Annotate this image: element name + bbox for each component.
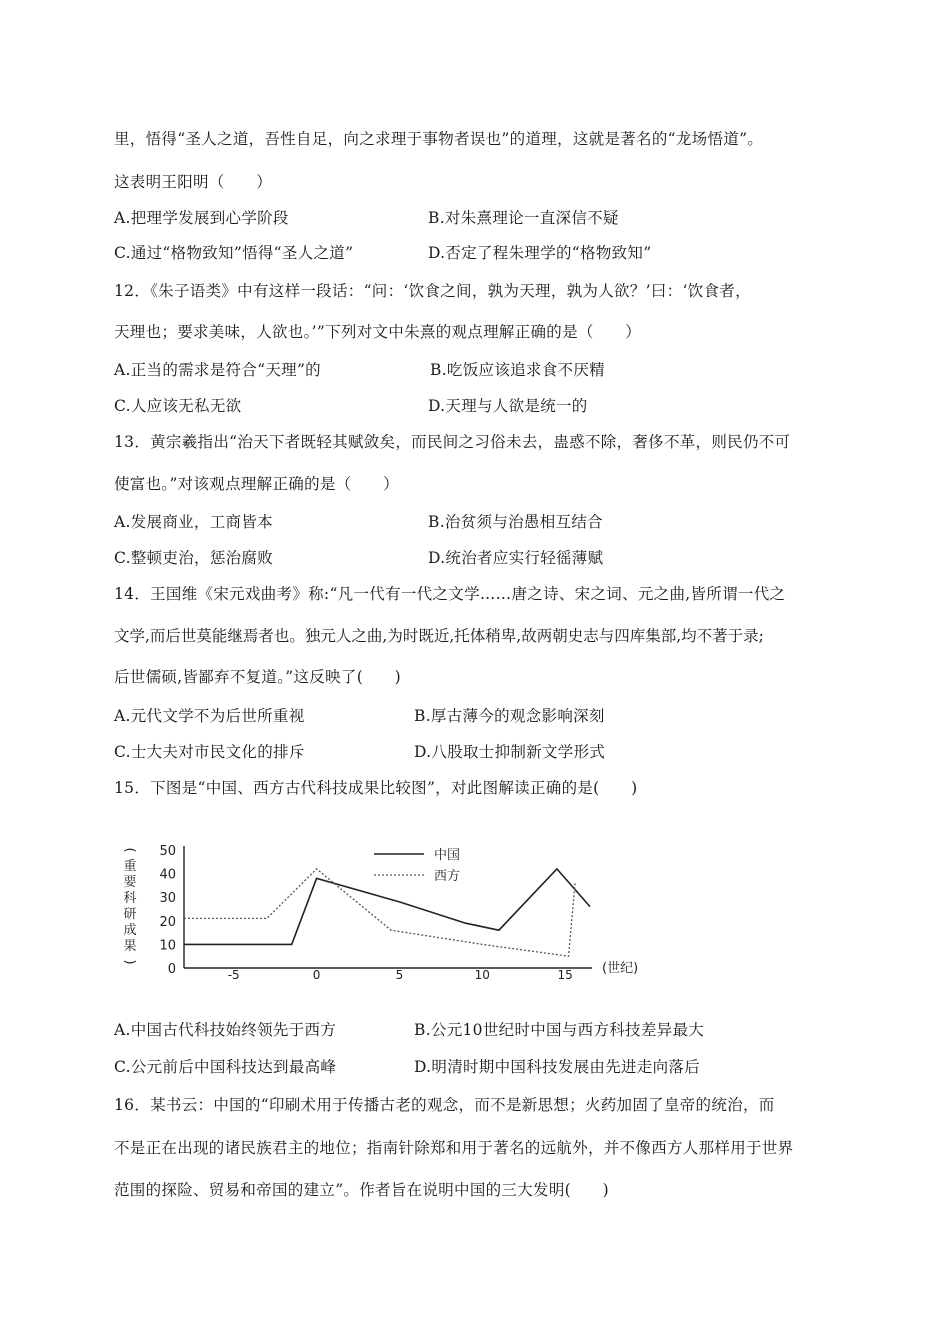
y-tick-label: 20 [159, 914, 176, 930]
legend-label-china: 中国 [434, 848, 461, 863]
q14-option-b[interactable]: B.厚古薄今的观念影响深刻 [414, 707, 605, 725]
y-tick-label: 30 [159, 891, 176, 907]
q15-option-d[interactable]: D.明清时期中国科技发展由先进走向落后 [414, 1058, 701, 1076]
q12-option-a[interactable]: A.正当的需求是符合“天理”的 [114, 361, 321, 379]
q12-stem-line2: 天理也；要求美味，人欲也。’”下列对文中朱熹的观点理解正确的是（ ） [114, 323, 642, 341]
q15-stem-line1: 15．下图是“中国、西方古代科技成果比较图”，对此图解读正确的是( ) [114, 779, 638, 797]
q14-stem-line1: 14．王国维《宋元戏曲考》称:“凡一代有一代之文学……唐之诗、宋之词、元之曲,皆所谓一代之 [114, 585, 786, 603]
q12-option-d[interactable]: D.天理与人欲是统一的 [428, 397, 588, 415]
q11-stem-line1: 里，悟得“圣人之道，吾性自足，向之求理于事物者误也”的道理，这就是著名的“龙场悟道”。 [114, 130, 764, 148]
y-axis-label-char: ( [122, 847, 137, 853]
q13-stem-line2: 使富也。”对该观点理解正确的是（ ） [114, 475, 399, 493]
q13-option-b[interactable]: B.治贫须与治愚相互结合 [428, 513, 603, 531]
q11-option-b[interactable]: B.对朱熹理论一直深信不疑 [428, 209, 619, 227]
y-axis-label-char: ) [122, 959, 137, 965]
y-tick-label: 10 [159, 938, 176, 954]
science-comparison-chart [112, 836, 672, 982]
q16-stem-line2: 不是正在出现的诸民族君主的地位；指南针除郑和用于著名的远航外，并不像西方人那样用于世界 [114, 1139, 794, 1157]
y-axis-label-char: 研 [123, 907, 137, 922]
q12-option-c[interactable]: C.人应该无私无欲 [114, 397, 242, 415]
q13-stem-line1: 13．黄宗羲指出“治天下者既轻其赋敛矣，而民间之习俗未去，蛊惑不除，奢侈不革，则民仍不可 [114, 433, 791, 451]
x-axis-label: (世纪) [602, 961, 639, 976]
y-axis-label-char: 重 [123, 859, 137, 874]
q14-option-d[interactable]: D.八股取士抑制新文学形式 [414, 743, 606, 761]
q14-stem-line3: 后世儒硕,皆鄙弃不复道。”这反映了( ) [114, 668, 401, 686]
x-tick-label: 15 [557, 968, 573, 982]
q12-option-b[interactable]: B.吃饭应该追求食不厌精 [430, 361, 605, 379]
q14-option-c[interactable]: C.士大夫对市民文化的排斥 [114, 743, 305, 761]
q14-stem-line2: 文学,而后世莫能继焉者也。独元人之曲,为时既近,托体稍卑,故两朝史志与四库集部,均不著于录; [114, 627, 764, 645]
q15-option-b[interactable]: B.公元10世纪时中国与西方科技差异最大 [414, 1021, 705, 1039]
q16-stem-line1: 16．某书云：中国的“印刷术用于传播古老的观念，而不是新思想；火药加固了皇帝的统治，而 [114, 1096, 775, 1114]
q11-option-d[interactable]: D.否定了程朱理学的“格物致知” [428, 244, 652, 262]
legend-label-west: 西方 [434, 869, 461, 884]
q14-option-a[interactable]: A.元代文学不为后世所重视 [114, 707, 305, 725]
y-tick-label: 50 [159, 844, 176, 859]
y-axis-label-char: 成 [123, 923, 137, 938]
x-tick-label: 0 [312, 968, 321, 982]
chart-svg [112, 836, 672, 982]
q11-option-c[interactable]: C.通过“格物致知”悟得“圣人之道” [114, 244, 354, 262]
y-tick-label: 0 [167, 962, 176, 977]
q13-option-a[interactable]: A.发展商业，工商皆本 [114, 513, 273, 531]
x-tick-label: 5 [395, 968, 404, 982]
q13-option-d[interactable]: D.统治者应实行轻徭薄赋 [428, 549, 604, 567]
series-line-china [184, 869, 590, 945]
q15-option-a[interactable]: A.中国古代科技始终领先于西方 [114, 1021, 337, 1039]
y-axis-label-char: 要 [123, 875, 137, 890]
q11-option-a[interactable]: A.把理学发展到心学阶段 [114, 209, 289, 227]
q13-option-c[interactable]: C.整顿吏治，惩治腐败 [114, 549, 274, 567]
q16-stem-line3: 范围的探险、贸易和帝国的建立”。作者旨在说明中国的三大发明( ) [114, 1181, 609, 1199]
q15-option-c[interactable]: C.公元前后中国科技达到最高峰 [114, 1058, 337, 1076]
x-tick-label: -5 [227, 968, 240, 982]
x-tick-label: 10 [474, 968, 490, 982]
q11-stem-line2: 这表明王阳明（ ） [114, 173, 273, 191]
y-axis-label-char: 科 [123, 891, 137, 906]
y-axis-label-char: 果 [123, 939, 137, 954]
q12-stem-line1: 12．《朱子语类》中有这样一段话：“问：‘饮食之间，孰为天理，孰为人欲？’曰：‘饮食者， [114, 282, 751, 300]
y-tick-label: 40 [159, 867, 176, 883]
